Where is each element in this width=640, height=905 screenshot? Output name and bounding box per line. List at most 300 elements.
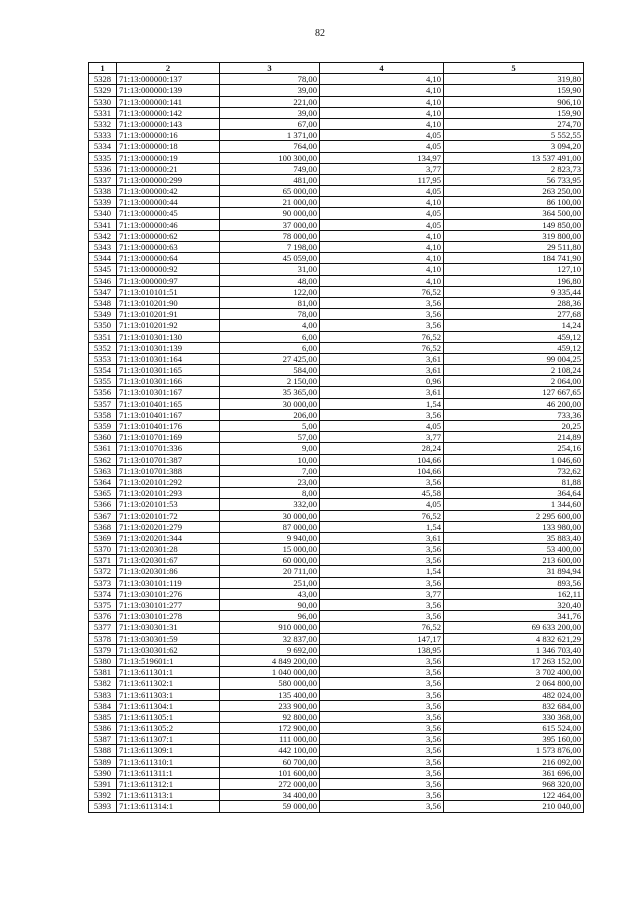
cadastral-number-cell: 71:13:030301:31 [117, 622, 220, 633]
cadastral-number-cell: 71:13:010101:51 [117, 286, 220, 297]
table-row [89, 398, 584, 409]
total-cell: 159,90 [444, 85, 584, 96]
value-cell: 65 000,00 [220, 186, 320, 197]
table-row [89, 510, 584, 521]
rate-cell: 3,56 [320, 767, 444, 778]
total-cell: 615 524,00 [444, 723, 584, 734]
row-number-cell: 5375 [89, 600, 117, 611]
cadastral-number-cell: 71:13:611313:1 [117, 790, 220, 801]
rate-cell: 0,96 [320, 376, 444, 387]
row-number-cell: 5336 [89, 163, 117, 174]
total-cell: 122 464,00 [444, 790, 584, 801]
row-number-cell: 5377 [89, 622, 117, 633]
row-number-cell: 5331 [89, 107, 117, 118]
cadastral-number-cell: 71:13:020201:279 [117, 521, 220, 532]
cadastral-number-cell: 71:13:030101:277 [117, 600, 220, 611]
total-cell: 13 537 491,00 [444, 152, 584, 163]
rate-cell: 1,54 [320, 566, 444, 577]
total-cell: 482 024,00 [444, 689, 584, 700]
row-number-cell: 5364 [89, 476, 117, 487]
table-row [89, 476, 584, 487]
value-cell: 20 711,00 [220, 566, 320, 577]
rate-cell: 3,56 [320, 723, 444, 734]
value-cell: 21 000,00 [220, 197, 320, 208]
table-row [89, 689, 584, 700]
rate-cell: 3,56 [320, 476, 444, 487]
total-cell: 320,40 [444, 600, 584, 611]
table-row [89, 745, 584, 756]
cadastral-number-cell: 71:13:000000:42 [117, 186, 220, 197]
total-cell: 893,56 [444, 577, 584, 588]
value-cell: 172 900,00 [220, 723, 320, 734]
rate-cell: 3,56 [320, 320, 444, 331]
cadastral-number-cell: 71:13:020101:292 [117, 476, 220, 487]
value-cell: 37 000,00 [220, 219, 320, 230]
cadastral-number-cell: 71:13:010701:388 [117, 465, 220, 476]
value-cell: 45 059,00 [220, 253, 320, 264]
cadastral-number-cell: 71:13:020101:53 [117, 499, 220, 510]
header-cell-2: 2 [117, 63, 220, 74]
rate-cell: 3,56 [320, 790, 444, 801]
row-number-cell: 5357 [89, 398, 117, 409]
total-cell: 906,10 [444, 96, 584, 107]
rate-cell: 4,05 [320, 130, 444, 141]
value-cell: 9 692,00 [220, 644, 320, 655]
cadastral-number-cell: 71:13:010401:165 [117, 398, 220, 409]
total-cell: 133 980,00 [444, 521, 584, 532]
value-cell: 32 837,00 [220, 633, 320, 644]
table-row [89, 409, 584, 420]
total-cell: 2 823,73 [444, 163, 584, 174]
value-cell: 7,00 [220, 465, 320, 476]
total-cell: 17 263 152,00 [444, 655, 584, 666]
cadastral-number-cell: 71:13:000000:139 [117, 85, 220, 96]
cadastral-number-cell: 71:13:030101:119 [117, 577, 220, 588]
total-cell: 213 600,00 [444, 555, 584, 566]
table-row [89, 421, 584, 432]
cadastral-number-cell: 71:13:611305:2 [117, 723, 220, 734]
rate-cell: 3,56 [320, 544, 444, 555]
rate-cell: 4,10 [320, 107, 444, 118]
table-row [89, 555, 584, 566]
value-cell: 332,00 [220, 499, 320, 510]
table-row [89, 499, 584, 510]
table-row [89, 331, 584, 342]
row-number-cell: 5351 [89, 331, 117, 342]
total-cell: 162,11 [444, 588, 584, 599]
value-cell: 8,00 [220, 488, 320, 499]
rate-cell: 4,05 [320, 208, 444, 219]
value-cell: 92 800,00 [220, 711, 320, 722]
cadastral-number-cell: 71:13:611305:1 [117, 711, 220, 722]
value-cell: 1 371,00 [220, 130, 320, 141]
table-row [89, 432, 584, 443]
table-body [89, 74, 584, 812]
value-cell: 7 198,00 [220, 242, 320, 253]
row-number-cell: 5333 [89, 130, 117, 141]
table-row [89, 320, 584, 331]
table-row [89, 711, 584, 722]
row-number-cell: 5350 [89, 320, 117, 331]
table-row [89, 197, 584, 208]
row-number-cell: 5378 [89, 633, 117, 644]
row-number-cell: 5392 [89, 790, 117, 801]
total-cell: 184 741,90 [444, 253, 584, 264]
total-cell: 319 800,00 [444, 230, 584, 241]
table-row [89, 387, 584, 398]
row-number-cell: 5370 [89, 544, 117, 555]
row-number-cell: 5340 [89, 208, 117, 219]
rate-cell: 76,52 [320, 510, 444, 521]
value-cell: 10,00 [220, 454, 320, 465]
table-row [89, 365, 584, 376]
value-cell: 101 600,00 [220, 767, 320, 778]
total-cell: 364 500,00 [444, 208, 584, 219]
total-cell: 99 004,25 [444, 353, 584, 364]
value-cell: 96,00 [220, 611, 320, 622]
cadastral-number-cell: 71:13:010201:91 [117, 309, 220, 320]
total-cell: 5 552,55 [444, 130, 584, 141]
table-row [89, 723, 584, 734]
row-number-cell: 5368 [89, 521, 117, 532]
total-cell: 35 883,40 [444, 532, 584, 543]
value-cell: 78,00 [220, 74, 320, 85]
row-number-cell: 5329 [89, 85, 117, 96]
cadastral-number-cell: 71:13:000000:46 [117, 219, 220, 230]
row-number-cell: 5376 [89, 611, 117, 622]
value-cell: 9,00 [220, 443, 320, 454]
row-number-cell: 5360 [89, 432, 117, 443]
rate-cell: 4,10 [320, 253, 444, 264]
table-row [89, 790, 584, 801]
rate-cell: 3,56 [320, 297, 444, 308]
rate-cell: 3,77 [320, 432, 444, 443]
rate-cell: 3,56 [320, 667, 444, 678]
total-cell: 2 295 600,00 [444, 510, 584, 521]
value-cell: 67,00 [220, 118, 320, 129]
cadastral-number-cell: 71:13:010201:92 [117, 320, 220, 331]
row-number-cell: 5342 [89, 230, 117, 241]
row-number-cell: 5385 [89, 711, 117, 722]
row-number-cell: 5328 [89, 74, 117, 85]
row-number-cell: 5359 [89, 421, 117, 432]
row-number-cell: 5373 [89, 577, 117, 588]
value-cell: 4 849 200,00 [220, 655, 320, 666]
cadastral-number-cell: 71:13:030101:276 [117, 588, 220, 599]
row-number-cell: 5384 [89, 700, 117, 711]
row-number-cell: 5338 [89, 186, 117, 197]
row-number-cell: 5363 [89, 465, 117, 476]
cadastral-number-cell: 71:13:000000:141 [117, 96, 220, 107]
row-number-cell: 5352 [89, 342, 117, 353]
table-row [89, 655, 584, 666]
cadastral-number-cell: 71:13:000000:45 [117, 208, 220, 219]
cadastral-number-cell: 71:13:611311:1 [117, 767, 220, 778]
cadastral-number-cell: 71:13:010301:164 [117, 353, 220, 364]
total-cell: 196,80 [444, 275, 584, 286]
table-row [89, 186, 584, 197]
total-cell: 968 320,00 [444, 779, 584, 790]
cadastral-number-cell: 71:13:000000:19 [117, 152, 220, 163]
table-row [89, 443, 584, 454]
table-row [89, 767, 584, 778]
rate-cell: 4,10 [320, 74, 444, 85]
row-number-cell: 5346 [89, 275, 117, 286]
cadastral-number-cell: 71:13:000000:299 [117, 174, 220, 185]
total-cell: 3 094,20 [444, 141, 584, 152]
row-number-cell: 5369 [89, 532, 117, 543]
total-cell: 56 733,95 [444, 174, 584, 185]
cadastral-number-cell: 71:13:030301:59 [117, 633, 220, 644]
row-number-cell: 5358 [89, 409, 117, 420]
cadastral-number-cell: 71:13:010701:169 [117, 432, 220, 443]
total-cell: 341,76 [444, 611, 584, 622]
table-row [89, 667, 584, 678]
table-row [89, 577, 584, 588]
rate-cell: 3,56 [320, 655, 444, 666]
rate-cell: 3,56 [320, 577, 444, 588]
table-row [89, 465, 584, 476]
row-number-cell: 5355 [89, 376, 117, 387]
row-number-cell: 5381 [89, 667, 117, 678]
rate-cell: 3,56 [320, 309, 444, 320]
rate-cell: 138,95 [320, 644, 444, 655]
rate-cell: 3,56 [320, 801, 444, 812]
value-cell: 81,00 [220, 297, 320, 308]
value-cell: 35 365,00 [220, 387, 320, 398]
rate-cell: 3,61 [320, 353, 444, 364]
total-cell: 53 400,00 [444, 544, 584, 555]
rate-cell: 4,05 [320, 421, 444, 432]
cadastral-number-cell: 71:13:010701:336 [117, 443, 220, 454]
row-number-cell: 5371 [89, 555, 117, 566]
total-cell: 4 832 621,29 [444, 633, 584, 644]
value-cell: 60 700,00 [220, 756, 320, 767]
rate-cell: 4,10 [320, 85, 444, 96]
rate-cell: 4,05 [320, 141, 444, 152]
table-row [89, 353, 584, 364]
table-row [89, 521, 584, 532]
cadastral-number-cell: 71:13:030101:278 [117, 611, 220, 622]
row-number-cell: 5393 [89, 801, 117, 812]
rate-cell: 3,61 [320, 365, 444, 376]
rate-cell: 104,66 [320, 454, 444, 465]
rate-cell: 117,95 [320, 174, 444, 185]
table-row [89, 85, 584, 96]
table-row [89, 152, 584, 163]
rate-cell: 4,05 [320, 186, 444, 197]
value-cell: 39,00 [220, 107, 320, 118]
row-number-cell: 5365 [89, 488, 117, 499]
row-number-cell: 5374 [89, 588, 117, 599]
rate-cell: 3,56 [320, 734, 444, 745]
rate-cell: 4,10 [320, 118, 444, 129]
table-row [89, 253, 584, 264]
header-cell-1: 1 [89, 63, 117, 74]
value-cell: 87 000,00 [220, 521, 320, 532]
header-cell-5: 5 [444, 63, 584, 74]
row-number-cell: 5347 [89, 286, 117, 297]
cadastral-number-cell: 71:13:611314:1 [117, 801, 220, 812]
total-cell: 86 100,00 [444, 197, 584, 208]
rate-cell: 4,10 [320, 275, 444, 286]
total-cell: 31 894,94 [444, 566, 584, 577]
row-number-cell: 5380 [89, 655, 117, 666]
row-number-cell: 5354 [89, 365, 117, 376]
table-row [89, 700, 584, 711]
rate-cell: 3,61 [320, 387, 444, 398]
cadastral-number-cell: 71:13:020301:67 [117, 555, 220, 566]
rate-cell: 134,97 [320, 152, 444, 163]
rate-cell: 28,24 [320, 443, 444, 454]
table-row [89, 174, 584, 185]
rate-cell: 104,66 [320, 465, 444, 476]
cadastral-number-cell: 71:13:000000:137 [117, 74, 220, 85]
rate-cell: 4,10 [320, 96, 444, 107]
table-row [89, 454, 584, 465]
cadastral-number-cell: 71:13:010301:165 [117, 365, 220, 376]
row-number-cell: 5339 [89, 197, 117, 208]
table-row [89, 622, 584, 633]
table-row [89, 678, 584, 689]
total-cell: 216 092,00 [444, 756, 584, 767]
row-number-cell: 5334 [89, 141, 117, 152]
table-row [89, 488, 584, 499]
row-number-cell: 5379 [89, 644, 117, 655]
table-row [89, 644, 584, 655]
rate-cell: 3,56 [320, 600, 444, 611]
rate-cell: 76,52 [320, 286, 444, 297]
table-row [89, 141, 584, 152]
total-cell: 277,68 [444, 309, 584, 320]
cadastral-number-cell: 71:13:000000:44 [117, 197, 220, 208]
rate-cell: 4,05 [320, 499, 444, 510]
rate-cell: 4,10 [320, 264, 444, 275]
value-cell: 15 000,00 [220, 544, 320, 555]
rate-cell: 3,56 [320, 611, 444, 622]
table-row [89, 532, 584, 543]
table-row [89, 219, 584, 230]
value-cell: 206,00 [220, 409, 320, 420]
cadastral-number-cell: 71:13:000000:63 [117, 242, 220, 253]
row-number-cell: 5362 [89, 454, 117, 465]
row-number-cell: 5335 [89, 152, 117, 163]
value-cell: 221,00 [220, 96, 320, 107]
header-cell-3: 3 [220, 63, 320, 74]
total-cell: 832 684,00 [444, 700, 584, 711]
rate-cell: 1,54 [320, 521, 444, 532]
table-row [89, 544, 584, 555]
rate-cell: 4,10 [320, 242, 444, 253]
total-cell: 81,88 [444, 476, 584, 487]
rate-cell: 3,56 [320, 689, 444, 700]
value-cell: 90 000,00 [220, 208, 320, 219]
value-cell: 9 940,00 [220, 532, 320, 543]
cadastral-number-cell: 71:13:010301:130 [117, 331, 220, 342]
table-row [89, 230, 584, 241]
cadastral-number-cell: 71:13:000000:142 [117, 107, 220, 118]
total-cell: 1 344,60 [444, 499, 584, 510]
value-cell: 1 040 000,00 [220, 667, 320, 678]
value-cell: 4,00 [220, 320, 320, 331]
rate-cell: 3,56 [320, 711, 444, 722]
table-row [89, 566, 584, 577]
cadastral-number-cell: 71:13:000000:18 [117, 141, 220, 152]
row-number-cell: 5389 [89, 756, 117, 767]
table-row [89, 600, 584, 611]
value-cell: 30 000,00 [220, 510, 320, 521]
value-cell: 39,00 [220, 85, 320, 96]
row-number-cell: 5387 [89, 734, 117, 745]
cadastral-number-cell: 71:13:611302:1 [117, 678, 220, 689]
cadastral-number-cell: 71:13:000000:97 [117, 275, 220, 286]
total-cell: 29 511,80 [444, 242, 584, 253]
value-cell: 2 150,00 [220, 376, 320, 387]
row-number-cell: 5353 [89, 353, 117, 364]
rate-cell: 4,10 [320, 230, 444, 241]
cadastral-number-cell: 71:13:020301:28 [117, 544, 220, 555]
value-cell: 30 000,00 [220, 398, 320, 409]
row-number-cell: 5382 [89, 678, 117, 689]
value-cell: 59 000,00 [220, 801, 320, 812]
cadastral-number-cell: 71:13:030301:62 [117, 644, 220, 655]
total-cell: 732,62 [444, 465, 584, 476]
total-cell: 159,90 [444, 107, 584, 118]
total-cell: 149 850,00 [444, 219, 584, 230]
rate-cell: 4,05 [320, 219, 444, 230]
row-number-cell: 5337 [89, 174, 117, 185]
value-cell: 78,00 [220, 309, 320, 320]
value-cell: 31,00 [220, 264, 320, 275]
total-cell: 733,36 [444, 409, 584, 420]
rate-cell: 3,56 [320, 409, 444, 420]
table-row [89, 633, 584, 644]
cadastral-number-cell: 71:13:000000:16 [117, 130, 220, 141]
cadastral-number-cell: 71:13:611304:1 [117, 700, 220, 711]
value-cell: 272 000,00 [220, 779, 320, 790]
cadastral-number-cell: 71:13:010301:139 [117, 342, 220, 353]
total-cell: 2 064 800,00 [444, 678, 584, 689]
table-row [89, 376, 584, 387]
table-row [89, 342, 584, 353]
value-cell: 580 000,00 [220, 678, 320, 689]
row-number-cell: 5388 [89, 745, 117, 756]
total-cell: 361 696,00 [444, 767, 584, 778]
table-row [89, 297, 584, 308]
value-cell: 122,00 [220, 286, 320, 297]
rate-cell: 147,17 [320, 633, 444, 644]
row-number-cell: 5348 [89, 297, 117, 308]
data-table [88, 62, 584, 813]
total-cell: 274,70 [444, 118, 584, 129]
cadastral-number-cell: 71:13:000000:62 [117, 230, 220, 241]
table-row [89, 734, 584, 745]
total-cell: 127 667,65 [444, 387, 584, 398]
total-cell: 69 633 200,00 [444, 622, 584, 633]
cadastral-number-cell: 71:13:611312:1 [117, 779, 220, 790]
table-row [89, 756, 584, 767]
value-cell: 48,00 [220, 275, 320, 286]
total-cell: 9 335,44 [444, 286, 584, 297]
rate-cell: 3,61 [320, 532, 444, 543]
row-number-cell: 5361 [89, 443, 117, 454]
row-number-cell: 5386 [89, 723, 117, 734]
table-row [89, 611, 584, 622]
table-row [89, 118, 584, 129]
total-cell: 1 046,60 [444, 454, 584, 465]
row-number-cell: 5383 [89, 689, 117, 700]
value-cell: 60 000,00 [220, 555, 320, 566]
